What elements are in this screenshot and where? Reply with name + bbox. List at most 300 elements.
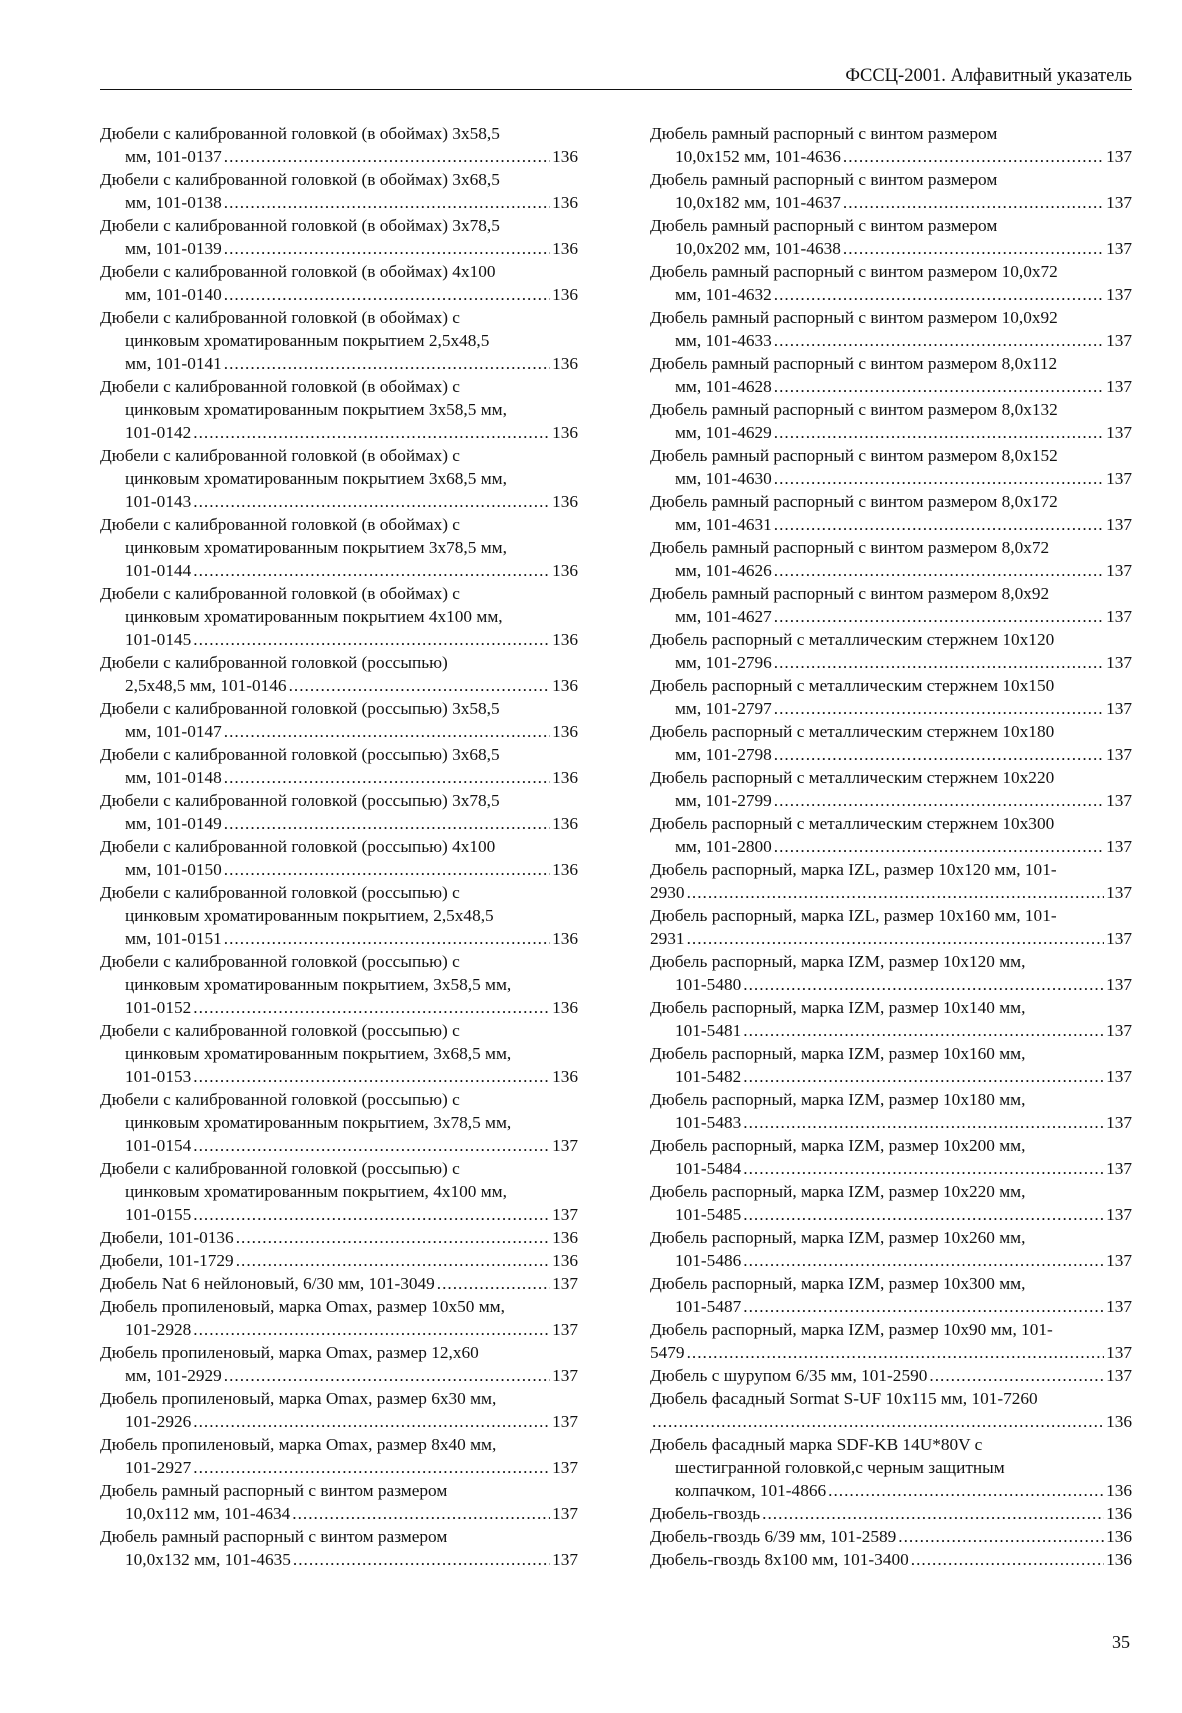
entry-page-ref: 136 — [552, 676, 578, 695]
leader-dots — [774, 375, 1104, 398]
entry-last-line — [650, 789, 1132, 812]
entry-code: мм, 101-4630 — [675, 469, 772, 488]
entry-page-ref: 137 — [1106, 1343, 1132, 1362]
entry-last-line — [100, 1364, 578, 1387]
entry-code: 2931 — [650, 929, 685, 948]
index-entry — [650, 628, 1132, 674]
entry-text-line: Дюбели с калиброванной головкой (россыпью) с — [100, 1021, 460, 1040]
entry-last-line — [100, 1502, 578, 1525]
entry-code: мм, 101-0137 — [125, 147, 222, 166]
leader-dots — [236, 1226, 550, 1249]
leader-dots — [224, 237, 550, 260]
entry-code: 2,5х48,5 мм, 101-0146 — [125, 676, 287, 695]
entry-code: мм, 101-4629 — [675, 423, 772, 442]
entry-code: 101-5480 — [675, 975, 742, 994]
leader-dots — [193, 421, 550, 444]
entry-last-line — [650, 375, 1132, 398]
entry-text-line: Дюбели с калиброванной головкой (россыпью) с — [100, 1159, 460, 1178]
index-entry — [650, 1387, 1132, 1433]
entry-last-line — [100, 283, 578, 306]
entry-text-line: Дюбель распорный, марка IZL, размер 10х120 мм, 101- — [650, 860, 1057, 879]
index-column-right — [650, 122, 1132, 1571]
entry-code: 5479 — [650, 1343, 685, 1362]
entry-page-ref: 137 — [1106, 1067, 1132, 1086]
index-entry — [100, 1226, 578, 1249]
entry-last-line — [100, 490, 578, 513]
entry-page-ref: 137 — [552, 1320, 578, 1339]
entry-text-line: Дюбель рамный распорный с винтом размером 8,0х132 — [650, 400, 1058, 419]
entry-page-ref: 136 — [552, 561, 578, 580]
entry-page-ref: 136 — [552, 239, 578, 258]
entry-text-line: цинковым хроматированным покрытием, 2,5х48,5 — [125, 906, 494, 925]
index-entry — [650, 1226, 1132, 1272]
entry-last-line — [650, 1410, 1132, 1433]
entry-last-line — [100, 812, 578, 835]
entry-last-line — [100, 720, 578, 743]
entry-last-line — [100, 352, 578, 375]
entry-code: 101-2928 — [125, 1320, 192, 1339]
index-entry — [100, 513, 578, 582]
entry-code: 10,0х202 мм, 101-4638 — [675, 239, 841, 258]
entry-code: мм, 101-2800 — [675, 837, 772, 856]
entry-last-line — [100, 1318, 578, 1341]
entry-page-ref: 137 — [552, 1136, 578, 1155]
entry-code: мм, 101-4631 — [675, 515, 772, 534]
leader-dots — [911, 1548, 1104, 1571]
entry-text-line: Дюбель пропиленовый, марка Omax, размер 12,х60 — [100, 1343, 479, 1362]
index-entry — [100, 1341, 578, 1387]
entry-last-line — [650, 1065, 1132, 1088]
index-entry — [100, 1479, 578, 1525]
index-entry — [650, 1180, 1132, 1226]
entry-page-ref: 137 — [552, 1458, 578, 1477]
entry-page-ref: 137 — [1106, 1366, 1132, 1385]
leader-dots — [193, 490, 550, 513]
entry-last-line — [650, 651, 1132, 674]
entry-text-line: Дюбели с калиброванной головкой (в обоймах) с — [100, 308, 460, 327]
entry-page-ref: 137 — [1106, 239, 1132, 258]
index-entry — [100, 1525, 578, 1571]
entry-text-line: Дюбели с калиброванной головкой (в обоймах) 4х100 — [100, 262, 496, 281]
leader-dots — [437, 1272, 550, 1295]
entry-code: 101-5485 — [675, 1205, 742, 1224]
leader-dots — [774, 559, 1104, 582]
entry-text-line: Дюбели с калиброванной головкой (в обоймах) 3х78,5 — [100, 216, 500, 235]
index-entry — [650, 306, 1132, 352]
entry-page-ref: 137 — [1106, 745, 1132, 764]
entry-last-line — [100, 191, 578, 214]
entry-last-line — [650, 421, 1132, 444]
entry-page-ref: 137 — [1106, 653, 1132, 672]
index-entry — [650, 950, 1132, 996]
entry-text-line: Дюбель распорный, марка IZM, размер 10х120 мм, — [650, 952, 1026, 971]
entry-code: мм, 101-0149 — [125, 814, 222, 833]
entry-page-ref: 137 — [1106, 515, 1132, 534]
entry-last-line — [650, 1502, 1132, 1525]
entry-last-line — [650, 283, 1132, 306]
index-entry — [100, 743, 578, 789]
index-entry — [650, 858, 1132, 904]
entry-page-ref: 136 — [552, 1067, 578, 1086]
entry-page-ref: 137 — [1106, 423, 1132, 442]
leader-dots — [224, 145, 550, 168]
leader-dots — [743, 1111, 1104, 1134]
index-entry — [100, 950, 578, 1019]
index-entry — [100, 1433, 578, 1479]
leader-dots — [743, 1065, 1104, 1088]
entry-text-line: цинковым хроматированным покрытием 3х68,5 мм, — [125, 469, 507, 488]
index-entry — [100, 444, 578, 513]
leader-dots — [687, 1341, 1105, 1364]
entry-page-ref: 136 — [552, 285, 578, 304]
leader-dots — [929, 1364, 1104, 1387]
entry-last-line — [650, 973, 1132, 996]
entry-page-ref: 137 — [1106, 837, 1132, 856]
entry-last-line — [650, 1548, 1132, 1571]
entry-text-line: цинковым хроматированным покрытием 3х58,5 мм, — [125, 400, 507, 419]
entry-page-ref: 137 — [552, 1504, 578, 1523]
entry-text-line: Дюбель распорный с металлическим стержнем 10х150 — [650, 676, 1055, 695]
entry-page-ref: 136 — [552, 354, 578, 373]
entry-last-line — [100, 674, 578, 697]
index-entry — [650, 582, 1132, 628]
entry-text-line: Дюбель распорный, марка IZM, размер 10х260 мм, — [650, 1228, 1026, 1247]
leader-dots — [774, 513, 1104, 536]
entry-text-line: Дюбель рамный распорный с винтом размером 8,0х112 — [650, 354, 1058, 373]
index-entry — [100, 1272, 578, 1295]
entry-text-line: цинковым хроматированным покрытием 2,5х48,5 — [125, 331, 490, 350]
entry-code: мм, 101-0139 — [125, 239, 222, 258]
index-entry — [100, 1019, 578, 1088]
entry-page-ref: 137 — [552, 1366, 578, 1385]
index-entry — [100, 1157, 578, 1226]
page-header — [100, 66, 1132, 90]
entry-last-line — [100, 1226, 578, 1249]
leader-dots — [774, 605, 1104, 628]
entry-text-line: цинковым хроматированным покрытием, 3х68,5 мм, — [125, 1044, 512, 1063]
entry-code: мм, 101-0141 — [125, 354, 222, 373]
entry-last-line — [650, 881, 1132, 904]
entry-last-line — [650, 697, 1132, 720]
entry-text-line: Дюбель распорный, марка IZM, размер 10х90 мм, 101- — [650, 1320, 1053, 1339]
entry-code: 10,0х182 мм, 101-4637 — [675, 193, 841, 212]
entry-page-ref: 137 — [1106, 1251, 1132, 1270]
entry-page-ref: 137 — [1106, 1021, 1132, 1040]
leader-dots — [193, 1318, 550, 1341]
entry-page-ref: 136 — [1106, 1481, 1132, 1500]
entry-last-line — [650, 513, 1132, 536]
entry-text-line: Дюбели с калиброванной головкой (россыпью) с — [100, 952, 460, 971]
entry-page-ref: 136 — [552, 630, 578, 649]
entry-code: Дюбель-гвоздь — [650, 1504, 761, 1523]
entry-code: 101-0145 — [125, 630, 192, 649]
entry-page-ref: 136 — [552, 423, 578, 442]
leader-dots — [843, 237, 1104, 260]
entry-page-ref: 136 — [552, 193, 578, 212]
index-entry — [100, 1249, 578, 1272]
index-entry — [650, 122, 1132, 168]
leader-dots — [774, 789, 1104, 812]
entry-last-line — [650, 927, 1132, 950]
entry-code: мм, 101-4633 — [675, 331, 772, 350]
index-entry — [650, 168, 1132, 214]
entry-page-ref: 136 — [552, 147, 578, 166]
entry-page-ref: 137 — [1106, 929, 1132, 948]
entry-page-ref: 136 — [1106, 1412, 1132, 1431]
entry-code: мм, 101-0138 — [125, 193, 222, 212]
entry-code: 10,0х112 мм, 101-4634 — [125, 1504, 291, 1523]
entry-code: мм, 101-4628 — [675, 377, 772, 396]
leader-dots — [687, 881, 1105, 904]
index-entry — [650, 444, 1132, 490]
leader-dots — [743, 1019, 1104, 1042]
entry-code: 101-5486 — [675, 1251, 742, 1270]
leader-dots — [224, 927, 550, 950]
entry-text-line: Дюбели с калиброванной головкой (россыпью) 3х78,5 — [100, 791, 500, 810]
leader-dots — [289, 674, 551, 697]
index-entry — [100, 214, 578, 260]
leader-dots — [774, 835, 1104, 858]
entry-code: мм, 101-0150 — [125, 860, 222, 879]
entry-text-line: Дюбели с калиброванной головкой (в обоймах) 3х58,5 — [100, 124, 500, 143]
entry-text-line: Дюбель распорный, марка IZM, размер 10х140 мм, — [650, 998, 1026, 1017]
index-entry — [650, 1272, 1132, 1318]
entry-code: мм, 101-0151 — [125, 929, 222, 948]
leader-dots — [828, 1479, 1104, 1502]
entry-code: 101-0144 — [125, 561, 192, 580]
entry-text-line: Дюбель распорный с металлическим стержнем 10х300 — [650, 814, 1055, 833]
entry-code: 101-5481 — [675, 1021, 742, 1040]
entry-last-line — [650, 743, 1132, 766]
entry-text-line: Дюбели с калиброванной головкой (в обоймах) 3х68,5 — [100, 170, 500, 189]
entry-text-line: Дюбель рамный распорный с винтом размером — [650, 124, 998, 143]
leader-dots — [743, 1249, 1104, 1272]
entry-text-line: Дюбель рамный распорный с винтом размером — [100, 1527, 448, 1546]
leader-dots — [236, 1249, 550, 1272]
leader-dots — [898, 1525, 1104, 1548]
entry-page-ref: 137 — [1106, 147, 1132, 166]
index-entry — [100, 582, 578, 651]
leader-dots — [843, 191, 1104, 214]
index-entry — [650, 1318, 1132, 1364]
entry-code: 101-5487 — [675, 1297, 742, 1316]
index-entry — [650, 214, 1132, 260]
entry-text-line: Дюбель рамный распорный с винтом размером 10,0х72 — [650, 262, 1058, 281]
entry-code: 101-5484 — [675, 1159, 742, 1178]
page-number: 35 — [1112, 1632, 1130, 1652]
entry-code: Дюбель-гвоздь 8х100 мм, 101-3400 — [650, 1550, 909, 1569]
entry-last-line — [650, 1249, 1132, 1272]
entry-page-ref: 137 — [552, 1274, 578, 1293]
leader-dots — [193, 996, 550, 1019]
entry-text-line: Дюбель распорный, марка IZM, размер 10х220 мм, — [650, 1182, 1026, 1201]
entry-page-ref: 137 — [552, 1412, 578, 1431]
entry-code: 101-0155 — [125, 1205, 192, 1224]
entry-text-line: Дюбели с калиброванной головкой (россыпью) 3х58,5 — [100, 699, 500, 718]
leader-dots — [292, 1502, 550, 1525]
entry-page-ref: 137 — [552, 1205, 578, 1224]
leader-dots — [743, 1203, 1104, 1226]
entry-text-line: Дюбель рамный распорный с винтом размером 10,0х92 — [650, 308, 1058, 327]
entry-page-ref: 137 — [1106, 469, 1132, 488]
entry-code: мм, 101-0147 — [125, 722, 222, 741]
leader-dots — [224, 283, 550, 306]
leader-dots — [224, 191, 550, 214]
entry-page-ref: 137 — [1106, 377, 1132, 396]
index-entry — [100, 260, 578, 306]
entry-code: мм, 101-4632 — [675, 285, 772, 304]
leader-dots — [224, 858, 550, 881]
entry-code: мм, 101-2799 — [675, 791, 772, 810]
entry-code: 101-0154 — [125, 1136, 192, 1155]
entry-last-line — [100, 1249, 578, 1272]
entry-last-line — [650, 835, 1132, 858]
entry-text-line: цинковым хроматированным покрытием 4х100 мм, — [125, 607, 503, 626]
entry-code: мм, 101-2798 — [675, 745, 772, 764]
entry-code: Дюбель-гвоздь 6/39 мм, 101-2589 — [650, 1527, 897, 1546]
entry-text-line: Дюбель пропиленовый, марка Omax, размер 8х40 мм, — [100, 1435, 497, 1454]
entry-last-line — [650, 467, 1132, 490]
entry-page-ref: 136 — [1106, 1504, 1132, 1523]
leader-dots — [224, 720, 550, 743]
leader-dots — [652, 1410, 1104, 1433]
entry-last-line — [100, 1203, 578, 1226]
leader-dots — [193, 1203, 550, 1226]
entry-page-ref: 137 — [1106, 975, 1132, 994]
entry-code: 101-0152 — [125, 998, 192, 1017]
entry-code: 10,0х152 мм, 101-4636 — [675, 147, 841, 166]
entry-code: мм, 101-0140 — [125, 285, 222, 304]
entry-text-line: Дюбели с калиброванной головкой (россыпью) 4х100 — [100, 837, 496, 856]
leader-dots — [774, 697, 1104, 720]
index-entry — [650, 1433, 1132, 1502]
entry-page-ref: 137 — [1106, 1205, 1132, 1224]
index-entry — [650, 260, 1132, 306]
entry-page-ref: 137 — [1106, 883, 1132, 902]
index-entry — [650, 1525, 1132, 1548]
entry-page-ref: 136 — [552, 1228, 578, 1247]
entry-page-ref: 137 — [1106, 1113, 1132, 1132]
entry-code: 101-2926 — [125, 1412, 192, 1431]
leader-dots — [774, 421, 1104, 444]
leader-dots — [774, 743, 1104, 766]
entry-page-ref: 137 — [1106, 285, 1132, 304]
entry-text-line: Дюбель рамный распорный с винтом размером 8,0х172 — [650, 492, 1058, 511]
entry-page-ref: 136 — [552, 998, 578, 1017]
leader-dots — [774, 329, 1104, 352]
entry-code: колпачком, 101-4866 — [675, 1481, 827, 1500]
entry-text-line: Дюбель распорный, марка IZM, размер 10х180 мм, — [650, 1090, 1026, 1109]
entry-last-line — [100, 1065, 578, 1088]
entry-page-ref: 136 — [552, 860, 578, 879]
entry-page-ref: 137 — [1106, 1297, 1132, 1316]
leader-dots — [293, 1548, 550, 1571]
entry-last-line — [650, 1525, 1132, 1548]
entry-text-line: Дюбели с калиброванной головкой (в обоймах) с — [100, 584, 460, 603]
leader-dots — [843, 145, 1104, 168]
entry-code: 10,0х132 мм, 101-4635 — [125, 1550, 291, 1569]
leader-dots — [224, 352, 550, 375]
entry-text-line: Дюбель фасадный Sormat S-UF 10х115 мм, 101-7260 — [650, 1389, 1038, 1408]
leader-dots — [193, 1065, 550, 1088]
leader-dots — [193, 628, 550, 651]
header-title: ФССЦ-2001. Алфавитный указатель — [845, 66, 1132, 86]
index-entry — [100, 651, 578, 697]
leader-dots — [743, 1295, 1104, 1318]
entry-last-line — [100, 1272, 578, 1295]
entry-text-line: цинковым хроматированным покрытием, 3х78,5 мм, — [125, 1113, 512, 1132]
entry-code: мм, 101-2797 — [675, 699, 772, 718]
entry-text-line: Дюбель пропиленовый, марка Omax, размер 6х30 мм, — [100, 1389, 497, 1408]
entry-page-ref: 137 — [1106, 193, 1132, 212]
entry-code: 101-0142 — [125, 423, 192, 442]
index-entry — [100, 789, 578, 835]
index-entry — [650, 1502, 1132, 1525]
leader-dots — [193, 1456, 550, 1479]
entry-text-line: цинковым хроматированным покрытием, 3х58,5 мм, — [125, 975, 512, 994]
entry-last-line — [100, 237, 578, 260]
entry-text-line: Дюбель распорный, марка IZL, размер 10х160 мм, 101- — [650, 906, 1057, 925]
entry-code: мм, 101-4626 — [675, 561, 772, 580]
entry-code: мм, 101-2929 — [125, 1366, 222, 1385]
entry-text-line: Дюбели с калиброванной головкой (россыпью) с — [100, 883, 460, 902]
entry-last-line — [650, 191, 1132, 214]
index-entry — [650, 536, 1132, 582]
leader-dots — [774, 467, 1104, 490]
entry-page-ref: 136 — [552, 722, 578, 741]
entry-last-line — [650, 1019, 1132, 1042]
entry-last-line — [650, 1341, 1132, 1364]
entry-text-line: шестигранной головкой,с черным защитным — [675, 1458, 1005, 1477]
entry-last-line — [100, 927, 578, 950]
leader-dots — [743, 1157, 1104, 1180]
entry-page-ref: 136 — [552, 1251, 578, 1270]
entry-code: 101-5482 — [675, 1067, 742, 1086]
entry-last-line — [650, 1295, 1132, 1318]
entry-last-line — [650, 145, 1132, 168]
index-entry — [100, 697, 578, 743]
entry-last-line — [100, 1410, 578, 1433]
index-entry — [100, 122, 578, 168]
entry-code: 101-2927 — [125, 1458, 192, 1477]
entry-last-line — [100, 1134, 578, 1157]
index-entry — [650, 1134, 1132, 1180]
index-entry — [650, 1548, 1132, 1571]
entry-text-line: Дюбели с калиброванной головкой (россыпью) — [100, 653, 448, 672]
entry-text-line: Дюбель рамный распорный с винтом размером — [650, 216, 998, 235]
entry-last-line — [650, 605, 1132, 628]
index-entry — [650, 674, 1132, 720]
entry-last-line — [100, 628, 578, 651]
entry-last-line — [650, 1364, 1132, 1387]
leader-dots — [687, 927, 1105, 950]
entry-text-line: Дюбель рамный распорный с винтом размером — [650, 170, 998, 189]
entry-text-line: цинковым хроматированным покрытием, 4х100 мм, — [125, 1182, 507, 1201]
entry-text-line: Дюбель распорный, марка IZM, размер 10х160 мм, — [650, 1044, 1026, 1063]
index-entry — [650, 1364, 1132, 1387]
entry-text-line: Дюбель рамный распорный с винтом размером 8,0х72 — [650, 538, 1050, 557]
entry-text-line: цинковым хроматированным покрытием 3х78,5 мм, — [125, 538, 507, 557]
entry-page-ref: 136 — [552, 929, 578, 948]
index-entry — [650, 1088, 1132, 1134]
entry-text-line: Дюбели с калиброванной головкой (в обоймах) с — [100, 446, 460, 465]
leader-dots — [224, 1364, 550, 1387]
entry-page-ref: 137 — [1106, 1159, 1132, 1178]
entry-last-line — [650, 1111, 1132, 1134]
entry-text-line: Дюбели с калиброванной головкой (россыпью) 3х68,5 — [100, 745, 500, 764]
entry-last-line — [100, 766, 578, 789]
entry-code: 101-5483 — [675, 1113, 742, 1132]
